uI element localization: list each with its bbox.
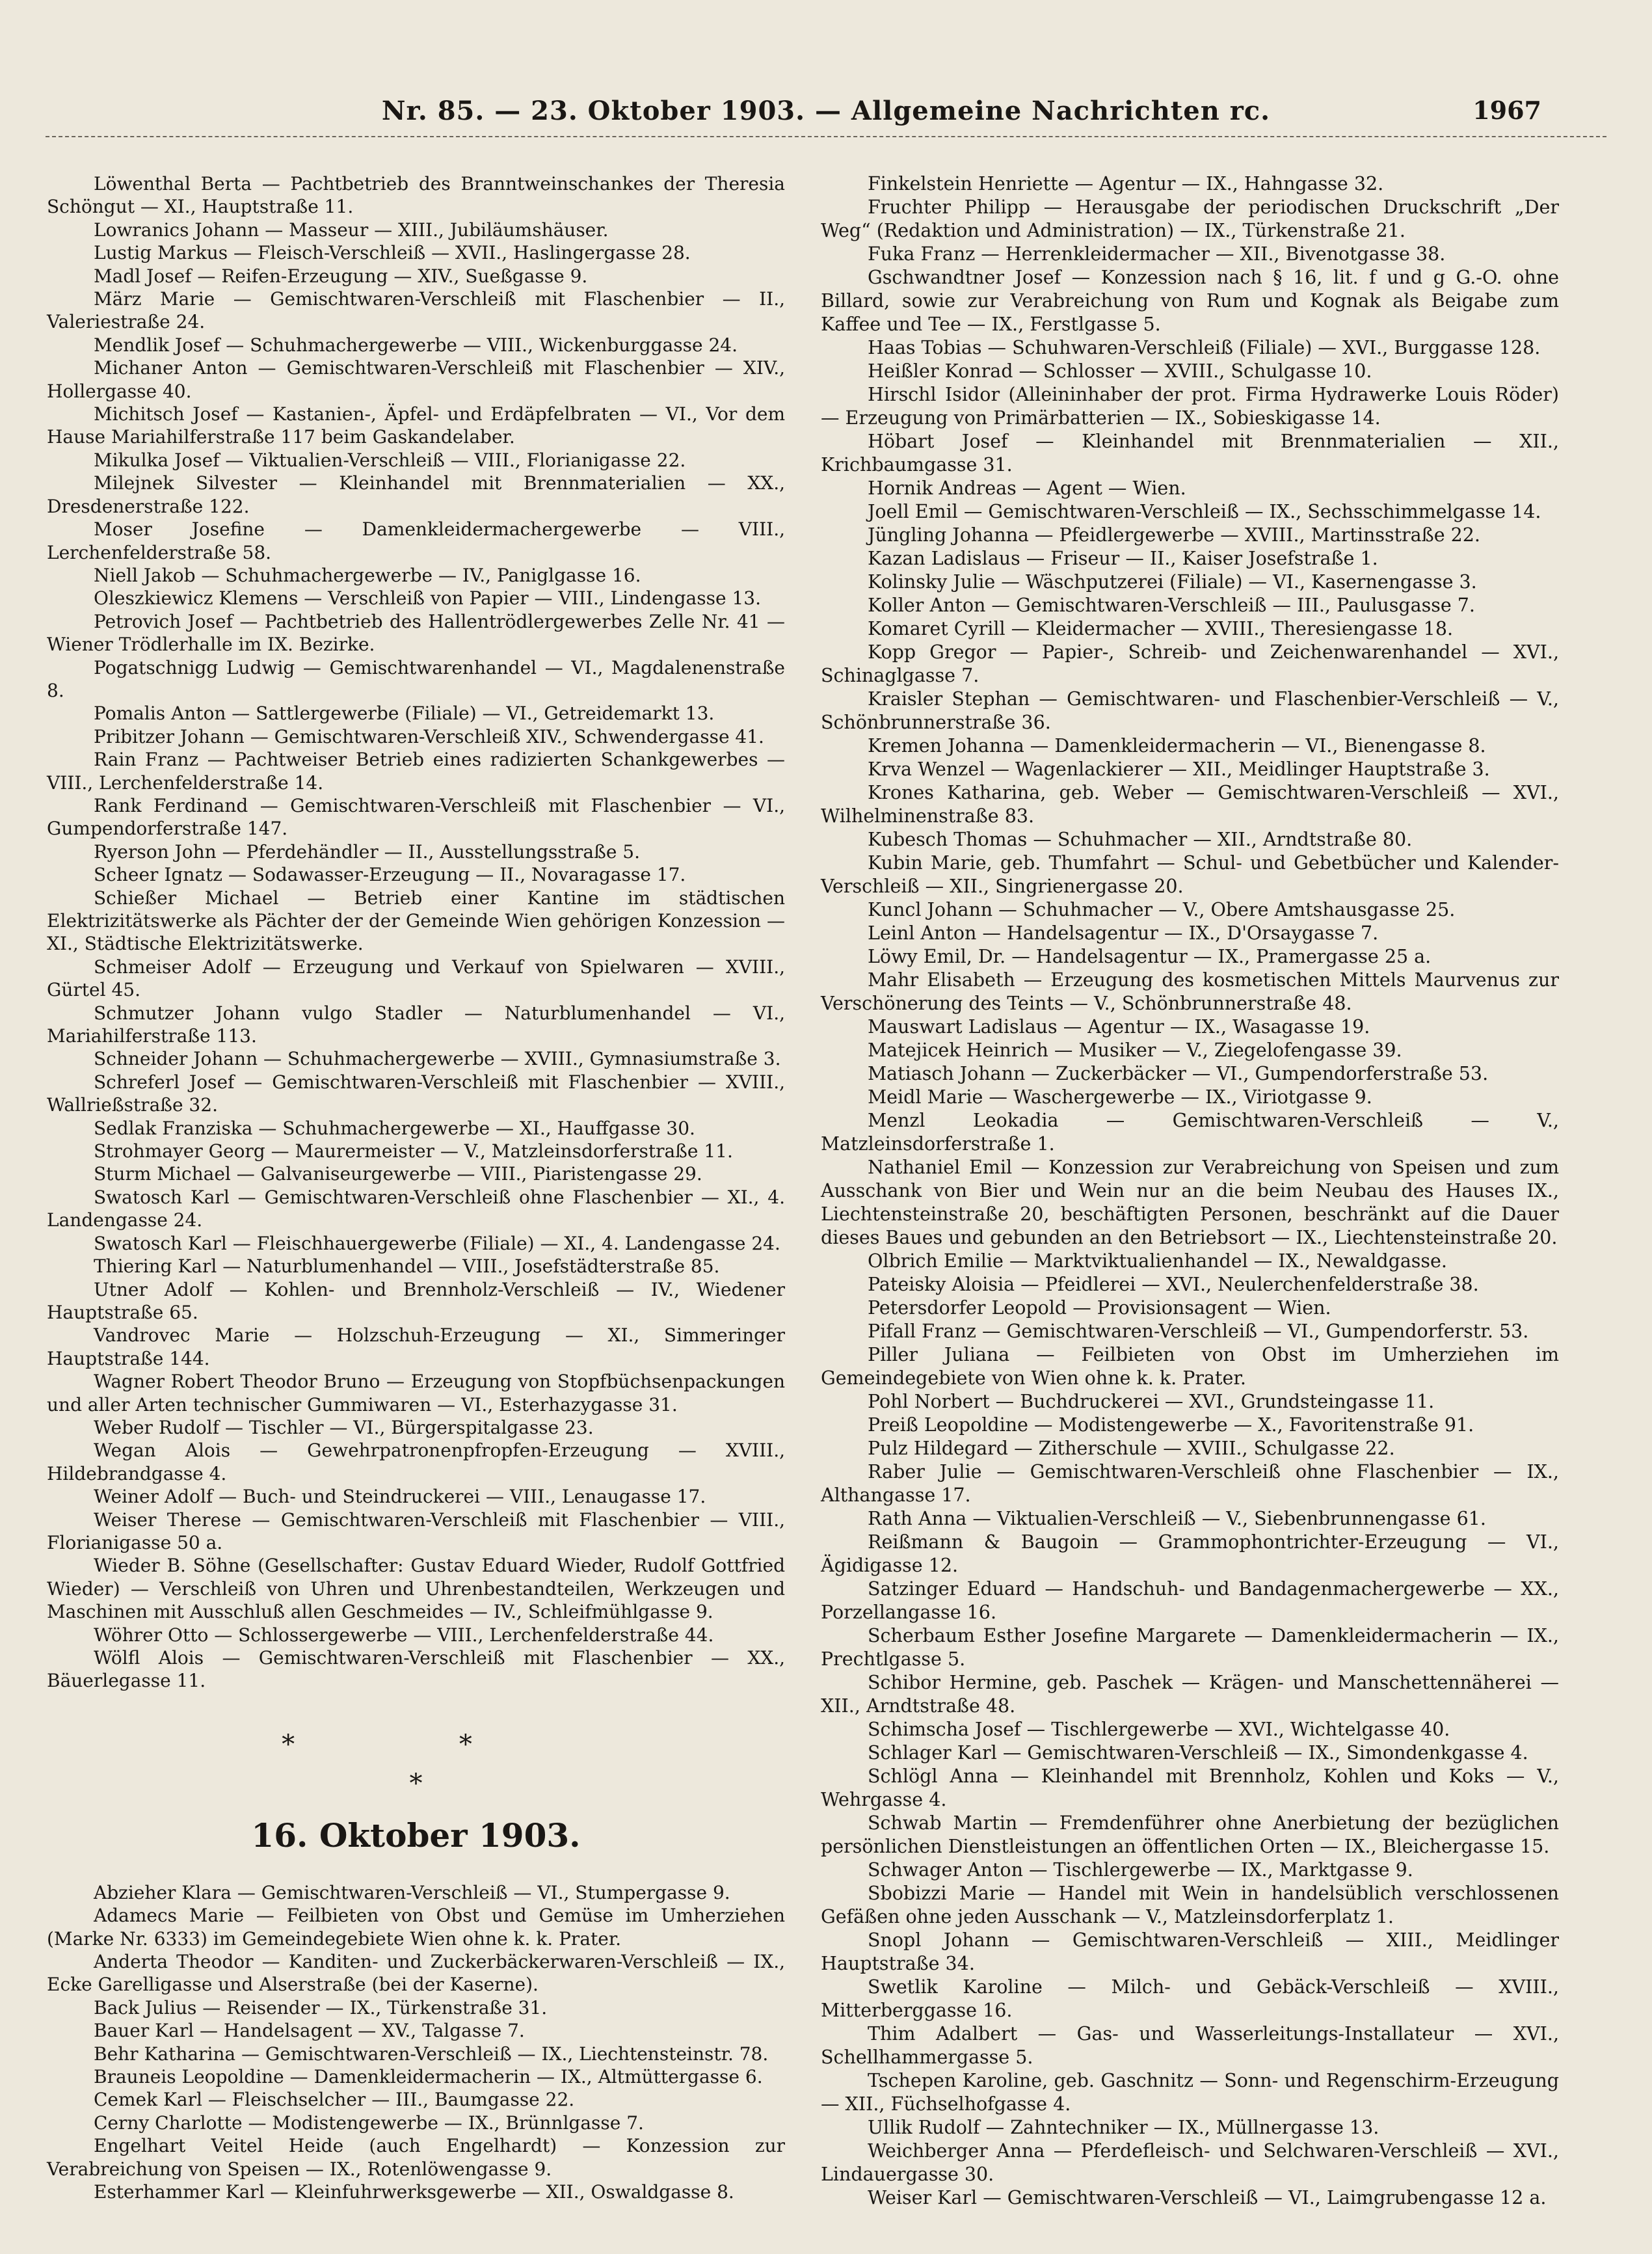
list-item: Preiß Leopoldine — Modistengewerbe — X., Favoritenstraße 91. bbox=[868, 1414, 1474, 1436]
list-item: Niell Jakob — Schuhmachergewerbe — IV., Paniglgasse 16. bbox=[94, 564, 641, 586]
list-item: Anderta Theodor — Kanditen- und Zuckerbäckerwaren-Verschleiß — IX., Ecke Garelligasse und Alserstraße (bei der Kaserne). bbox=[47, 1951, 785, 1996]
list-item: Strohmayer Georg — Maurermeister — V., Matzleinsdorferstraße 11. bbox=[94, 1140, 733, 1162]
list-item: Haas Tobias — Schuhwaren-Verschleiß (Filiale) — XVI., Burggasse 128. bbox=[868, 337, 1541, 358]
list-item: Pohl Norbert — Buchdruckerei — XVI., Grundsteingasse 11. bbox=[868, 1391, 1435, 1412]
list-item: Pulz Hildegard — Zitherschule — XVIII., Schulgasse 22. bbox=[868, 1438, 1395, 1459]
list-item: Sedlak Franziska — Schuhmachergewerbe — XI., Hauffgasse 30. bbox=[94, 1117, 695, 1139]
list-item: Weiser Therese — Gemischtwaren-Verschleiß mit Flaschenbier — VIII., Florianigasse 50 a. bbox=[47, 1509, 785, 1553]
list-item: Lustig Markus — Fleisch-Verschleiß — XVII., Haslingergasse 28. bbox=[94, 242, 691, 264]
list-item: Krva Wenzel — Wagenlackierer — XII., Meidlinger Hauptstraße 3. bbox=[868, 758, 1490, 780]
header-title: Nr. 85. — 23. Oktober 1903. — Allgemeine Nachrichten rc. bbox=[381, 96, 1271, 126]
list-item: Pifall Franz — Gemischtwaren-Verschleiß — VI., Gumpendorferstr. 53. bbox=[868, 1321, 1529, 1342]
list-item: Kraisler Stephan — Gemischtwaren- und Flaschenbier-Verschleiß — V., Schönbrunnerstraße 36. bbox=[821, 688, 1559, 733]
list-item: Joell Emil — Gemischtwaren-Verschleiß — IX., Sechsschimmelgasse 14. bbox=[868, 501, 1541, 522]
list-item: Gschwandtner Josef — Konzession nach § 16, lit. f und g G.-O. ohne Billard, sowie zur Verabreichung von Rum und Kognak als Beigabe zum Kaffee und Tee — IX., Ferstlgasse 5. bbox=[821, 267, 1559, 335]
list-item: Kolinsky Julie — Wäschputzerei (Filiale) — VI., Kasernengasse 3. bbox=[868, 571, 1477, 593]
list-item: Heißler Konrad — Schlosser — XVIII., Schulgasse 10. bbox=[868, 360, 1372, 382]
list-item: Madl Josef — Reifen-Erzeugung — XIV., Sueßgasse 9. bbox=[94, 265, 588, 287]
list-item: Wölfl Alois — Gemischtwaren-Verschleiß mit Flaschenbier — XX., Bäuerlegasse 11. bbox=[47, 1647, 785, 1692]
section-entry-list bbox=[47, 1881, 785, 2204]
list-item: Rain Franz — Pachtweiser Betrieb eines radizierten Schankgewerbes — VIII., Lerchenfelderstraße 14. bbox=[47, 749, 785, 794]
list-item: Mendlik Josef — Schuhmachergewerbe — VIII., Wickenburggasse 24. bbox=[94, 334, 738, 356]
list-item: Meidl Marie — Waschergewerbe — IX., Viriotgasse 9. bbox=[868, 1086, 1372, 1108]
list-item: Schibor Hermine, geb. Paschek — Krägen- und Manschettennäherei — XII., Arndtstraße 48. bbox=[821, 1672, 1559, 1717]
list-item: Weiner Adolf — Buch- und Steindruckerei — VIII., Lenaugasse 17. bbox=[94, 1486, 706, 1508]
list-item: Hirschl Isidor (Alleininhaber der prot. Firma Hydrawerke Louis Röder) — Erzeugung von Primärbatterien — IX., Sobieskigasse 14. bbox=[821, 384, 1559, 429]
list-item: Kazan Ladislaus — Friseur — II., Kaiser Josefstraße 1. bbox=[868, 548, 1378, 569]
list-item: Schwab Martin — Fremdenführer ohne Anerbietung der bezüglichen persönlichen Dienstleistungen an öffentlichen Orten — IX., Bleichergasse 15. bbox=[821, 1812, 1559, 1857]
list-item: Wieder B. Söhne (Gesellschafter: Gustav Eduard Wieder, Rudolf Gottfried Wieder) — Verschleiß von Uhren und Uhrenbestandteilen, Werkzeugen und Maschinen mit Ausschluß allen Geschmeides — IV., Schleifmühlgasse 9. bbox=[47, 1555, 785, 1623]
list-item: Oleszkiewicz Klemens — Verschleiß von Papier — VIII., Lindengasse 13. bbox=[94, 587, 761, 610]
list-item: Kopp Gregor — Papier-, Schreib- und Zeichenwarenhandel — XVI., Schinaglgasse 7. bbox=[821, 641, 1559, 686]
list-item: Engelhart Veitel Heide (auch Engelhardt) — Konzession zur Verabreichung von Speisen — IX., Rotenlöwengasse 9. bbox=[47, 2135, 785, 2180]
list-item: Sbobizzi Marie — Handel mit Wein in handelsüblich verschlossenen Gefäßen ohne jeden Ausschank — V., Matzleinsdorferplatz 1. bbox=[821, 1883, 1559, 1927]
list-item: Kubesch Thomas — Schuhmacher — XII., Arndtstraße 80. bbox=[868, 829, 1413, 850]
list-item: Swatosch Karl — Fleischhauergewerbe (Filiale) — XI., 4. Landengasse 24. bbox=[94, 1232, 780, 1254]
list-item: Wegan Alois — Gewehrpatronenpfropfen-Erzeugung — XVIII., Hildebrandgasse 4. bbox=[47, 1440, 785, 1484]
list-item: Schmeiser Adolf — Erzeugung und Verkauf von Spielwaren — XVIII., Gürtel 45. bbox=[47, 956, 785, 1001]
list-item: Pateisky Aloisia — Pfeidlerei — XVI., Neulerchenfelderstraße 38. bbox=[868, 1274, 1479, 1295]
list-item: Swatosch Karl — Gemischtwaren-Verschleiß ohne Flaschenbier — XI., 4. Landengasse 24. bbox=[47, 1186, 785, 1231]
list-item: Piller Juliana — Feilbieten von Obst im Umherziehen im Gemeindegebiete von Wien ohne k. k. Prater. bbox=[821, 1344, 1559, 1389]
list-item: Brauneis Leopoldine — Damenkleidermacherin — IX., Altmüttergasse 6. bbox=[94, 2066, 763, 2088]
list-item: Schlögl Anna — Kleinhandel mit Brennholz, Kohlen und Koks — V., Wehrgasse 4. bbox=[821, 1765, 1559, 1810]
list-item: Matiasch Johann — Zuckerbäcker — VI., Gumpendorferstraße 53. bbox=[868, 1063, 1489, 1084]
list-item: Rank Ferdinand — Gemischtwaren-Verschleiß mit Flaschenbier — VI., Gumpendorferstraße 147. bbox=[47, 794, 785, 840]
list-item: Back Julius — Reisender — IX., Türkenstraße 31. bbox=[94, 1996, 548, 2019]
list-item: Komaret Cyrill — Kleidermacher — XVIII., Theresiengasse 18. bbox=[868, 618, 1454, 639]
separator-star: * bbox=[409, 1768, 423, 1799]
list-item: Mikulka Josef — Viktualien-Verschleiß — VIII., Florianigasse 22. bbox=[94, 449, 686, 471]
left-entry-list bbox=[47, 172, 785, 1693]
list-item: Cemek Karl — Fleischselcher — III., Baumgasse 22. bbox=[94, 2089, 575, 2111]
separator-stars: * * bbox=[282, 1729, 550, 1760]
header-rule bbox=[46, 136, 1606, 137]
list-item: Mahr Elisabeth — Erzeugung des kosmetischen Mittels Maurvenus zur Verschönerung des Teints — V., Schönbrunnerstraße 48. bbox=[821, 969, 1559, 1014]
list-item: Scheer Ignatz — Sodawasser-Erzeugung — II., Novaragasse 17. bbox=[94, 864, 686, 886]
list-item: Schießer Michael — Betrieb einer Kantine im städtischen Elektrizitätswerke als Pächter der der Gemeinde Wien gehörigen Konzession — XI., Städtische Elektrizitätswerke. bbox=[47, 887, 785, 955]
list-item: Michitsch Josef — Kastanien-, Äpfel- und Erdäpfelbraten — VI., Vor dem Hause Mariahilferstraße 117 beim Gaskandelaber. bbox=[47, 403, 785, 448]
list-item: Wöhrer Otto — Schlossergewerbe — VIII., Lerchenfelderstraße 44. bbox=[94, 1624, 714, 1646]
list-item: Höbart Josef — Kleinhandel mit Brennmaterialien — XII., Krichbaumgasse 31. bbox=[821, 431, 1559, 476]
list-item: Fruchter Philipp — Herausgabe der periodischen Druckschrift „Der Weg“ (Redaktion und Administration) — IX., Türkenstraße 21. bbox=[821, 196, 1559, 241]
list-item: Weiser Karl — Gemischtwaren-Verschleiß — VI., Laimgrubengasse 12 a. bbox=[868, 2187, 1547, 2208]
page-header bbox=[0, 88, 1652, 140]
list-item: Raber Julie — Gemischtwaren-Verschleiß ohne Flaschenbier — IX., Althangasse 17. bbox=[821, 1461, 1559, 1506]
list-item: Bauer Karl — Handelsagent — XV., Talgasse 7. bbox=[94, 2020, 525, 2042]
list-item: Petrovich Josef — Pachtbetrieb des Hallentrödlergewerbes Zelle Nr. 41 — Wiener Trödlerhalle im IX. Bezirke. bbox=[47, 610, 785, 656]
list-item: Weichberger Anna — Pferdefleisch- und Selchwaren-Verschleiß — XVI., Lindauergasse 30. bbox=[821, 2140, 1559, 2185]
list-item: Weber Rudolf — Tischler — VI., Bürgerspitalgasse 23. bbox=[94, 1416, 594, 1438]
list-item: Wagner Robert Theodor Bruno — Erzeugung von Stopfbüchsenpackungen und aller Arten technischer Gummiwaren — VI., Esterhazygasse 31. bbox=[47, 1371, 785, 1415]
list-item: Vandrovec Marie — Holzschuh-Erzeugung — XI., Simmeringer Hauptstraße 144. bbox=[47, 1324, 785, 1369]
list-item: Swetlik Karoline — Milch- und Gebäck-Verschleiß — XVIII., Mitterberggasse 16. bbox=[821, 1976, 1559, 2021]
list-item: Cerny Charlotte — Modistengewerbe — IX., Brünnlgasse 7. bbox=[94, 2112, 644, 2134]
list-item: Schreferl Josef — Gemischtwaren-Verschleiß mit Flaschenbier — XVIII., Wallrießstraße 32. bbox=[47, 1071, 785, 1116]
list-item: Krones Katharina, geb. Weber — Gemischtwaren-Verschleiß — XVI., Wilhelminenstraße 83. bbox=[821, 782, 1559, 827]
list-item: Pomalis Anton — Sattlergewerbe (Filiale) — VI., Getreidemarkt 13. bbox=[94, 703, 715, 725]
list-item: Michaner Anton — Gemischtwaren-Verschleiß mit Flaschenbier — XIV., Hollergasse 40. bbox=[47, 357, 785, 402]
list-item: Mauswart Ladislaus — Agentur — IX., Wasagasse 19. bbox=[868, 1016, 1370, 1038]
list-item: Abzieher Klara — Gemischtwaren-Verschleiß — VI., Stumpergasse 9. bbox=[94, 1881, 730, 1903]
list-item: März Marie — Gemischtwaren-Verschleiß mit Flaschenbier — II., Valeriestraße 24. bbox=[47, 288, 785, 333]
section-heading: 16. Oktober 1903. bbox=[251, 1816, 581, 1855]
list-item: Schlager Karl — Gemischtwaren-Verschleiß — IX., Simondenkgasse 4. bbox=[868, 1742, 1528, 1764]
list-item: Menzl Leokadia — Gemischtwaren-Verschleiß — V., Matzleinsdorferstraße 1. bbox=[821, 1110, 1559, 1155]
list-item: Reißmann & Baugoin — Grammophontrichter-Erzeugung — VI., Ägidigasse 12. bbox=[821, 1531, 1559, 1576]
right-column bbox=[821, 172, 1559, 2210]
list-item: Schmutzer Johann vulgo Stadler — Naturblumenhandel — VI., Mariahilferstraße 113. bbox=[47, 1002, 785, 1047]
list-item: Kubin Marie, geb. Thumfahrt — Schul- und Gebetbücher und Kalender-Verschleiß — XII., Singrienergasse 20. bbox=[821, 852, 1559, 897]
list-item: Snopl Johann — Gemischtwaren-Verschleiß — XIII., Meidlinger Hauptstraße 34. bbox=[821, 1929, 1559, 1974]
list-item: Jüngling Johanna — Pfeidlergewerbe — XVIII., Martinsstraße 22. bbox=[868, 524, 1480, 546]
list-item: Hornik Andreas — Agent — Wien. bbox=[868, 477, 1186, 499]
left-column bbox=[47, 172, 785, 2204]
list-item: Thiering Karl — Naturblumenhandel — VIII., Josefstädterstraße 85. bbox=[94, 1255, 720, 1278]
list-item: Olbrich Emilie — Marktviktualienhandel — IX., Newaldgasse. bbox=[868, 1250, 1447, 1272]
list-item: Pogatschnigg Ludwig — Gemischtwarenhandel — VI., Magdalenenstraße 8. bbox=[47, 656, 785, 701]
list-item: Ullik Rudolf — Zahntechniker — IX., Müllnergasse 13. bbox=[868, 2117, 1379, 2138]
list-item: Leinl Anton — Handelsagentur — IX., D'Orsaygasse 7. bbox=[868, 922, 1379, 944]
list-item: Behr Katharina — Gemischtwaren-Verschleiß — IX., Liechtensteinstr. 78. bbox=[94, 2043, 769, 2065]
list-item: Schimscha Josef — Tischlergewerbe — XVI., Wichtelgasse 40. bbox=[868, 1719, 1450, 1740]
list-item: Kremen Johanna — Damenkleidermacherin — VI., Bienengasse 8. bbox=[868, 735, 1486, 757]
list-item: Milejnek Silvester — Kleinhandel mit Brennmaterialien — XX., Dresdenerstraße 122. bbox=[47, 472, 785, 517]
right-entry-list bbox=[821, 172, 1559, 2210]
list-item: Finkelstein Henriette — Agentur — IX., Hahngasse 32. bbox=[868, 173, 1384, 195]
list-item: Rath Anna — Viktualien-Verschleiß — V., Siebenbrunnengasse 61. bbox=[868, 1508, 1486, 1529]
list-item: Esterhammer Karl — Kleinfuhrwerksgewerbe — XII., Oswaldgasse 8. bbox=[94, 2181, 734, 2203]
list-item: Petersdorfer Leopold — Provisionsagent — Wien. bbox=[868, 1297, 1331, 1319]
page-number: 1967 bbox=[1472, 96, 1541, 125]
list-item: Lowranics Johann — Masseur — XIII., Jubiläumshäuser. bbox=[94, 219, 609, 241]
list-item: Löwenthal Berta — Pachtbetrieb des Branntweinschankes der Theresia Schöngut — XI., Hauptstraße 11. bbox=[47, 173, 785, 218]
list-item: Schneider Johann — Schuhmachergewerbe — XVIII., Gymnasiumstraße 3. bbox=[94, 1048, 781, 1070]
list-item: Fuka Franz — Herrenkleidermacher — XII., Bivenotgasse 38. bbox=[868, 243, 1446, 265]
list-item: Kuncl Johann — Schuhmacher — V., Obere Amtshausgasse 25. bbox=[868, 899, 1456, 920]
list-item: Scherbaum Esther Josefine Margarete — Damenkleidermacherin — IX., Prechtlgasse 5. bbox=[821, 1625, 1559, 1670]
list-item: Tschepen Karoline, geb. Gaschnitz — Sonn- und Regenschirm-Erzeugung — XII., Füchselhofgasse 4. bbox=[821, 2070, 1559, 2115]
list-item: Ryerson John — Pferdehändler — II., Ausstellungsstraße 5. bbox=[94, 840, 641, 863]
list-item: Schwager Anton — Tischlergewerbe — IX., Marktgasse 9. bbox=[868, 1859, 1413, 1881]
list-item: Pribitzer Johann — Gemischtwaren-Verschleiß XIV., Schwendergasse 41. bbox=[94, 725, 764, 747]
list-item: Matejicek Heinrich — Musiker — V., Ziegelofengasse 39. bbox=[868, 1040, 1402, 1061]
list-item: Satzinger Eduard — Handschuh- und Bandagenmachergewerbe — XX., Porzellangasse 16. bbox=[821, 1578, 1559, 1623]
list-item: Sturm Michael — Galvaniseurgewerbe — VIII., Piaristengasse 29. bbox=[94, 1163, 702, 1185]
list-item: Nathaniel Emil — Konzession zur Verabreichung von Speisen und zum Ausschank von Bier und Wein nur an die beim Neubau des Hauses IX., Liechtensteinstraße 20, beschäftigten Personen, beschränkt auf die Dauer dieses Baues und gebunden an den Betriebsort — IX., Liechtensteinstraße 20. bbox=[821, 1157, 1559, 1248]
list-item: Adamecs Marie — Feilbieten von Obst und Gemüse im Umherziehen (Marke Nr. 6333) im Gemeindegebiete Wien ohne k. k. Prater. bbox=[47, 1905, 785, 1950]
list-item: Moser Josefine — Damenkleidermachergewerbe — VIII., Lerchenfelderstraße 58. bbox=[47, 518, 785, 563]
list-item: Koller Anton — Gemischtwaren-Verschleiß — III., Paulusgasse 7. bbox=[868, 595, 1475, 616]
list-item: Utner Adolf — Kohlen- und Brennholz-Verschleiß — IV., Wiedener Hauptstraße 65. bbox=[47, 1278, 785, 1323]
list-item: Löwy Emil, Dr. — Handelsagentur — IX., Pramergasse 25 a. bbox=[868, 946, 1432, 967]
list-item: Thim Adalbert — Gas- und Wasserleitungs-Installateur — XVI., Schellhammergasse 5. bbox=[821, 2023, 1559, 2068]
